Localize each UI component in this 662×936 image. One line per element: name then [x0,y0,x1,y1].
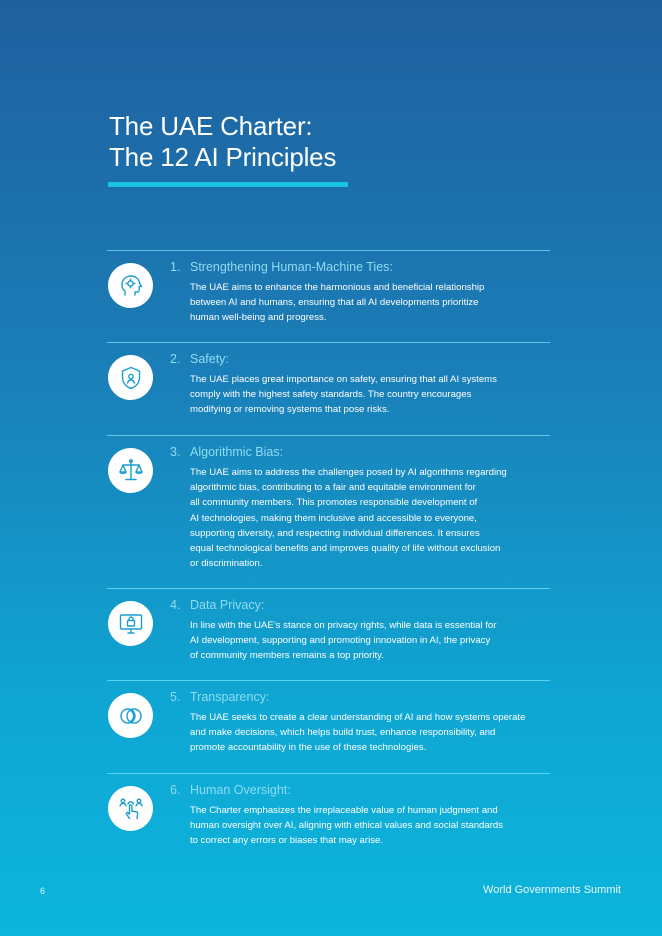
principle-number: 1. [170,260,181,274]
principle-description [190,372,550,418]
overlapping-circles-icon [108,693,153,738]
description-line: AI technologies, making them inclusive and accessible to everyone, [190,512,477,524]
description-line: equal technological benefits and improves quality of life without exclusion [190,543,501,555]
principle-heading [170,783,550,798]
description-line: supporting diversity, and respecting individual differences. It ensures [190,527,480,539]
human-head-gear-icon [108,263,153,308]
principle-number: 3. [170,445,181,459]
description-line: AI development, supporting and promoting innovation in AI, the privacy [190,635,491,647]
title-underline [108,182,348,187]
principle-number: 4. [170,598,181,612]
footer-brand: World Governments Summit [483,884,621,896]
principle-heading [170,260,550,275]
description-line: The UAE seeks to create a clear understanding of AI and how systems operate [190,712,526,723]
principle-description [190,280,550,326]
description-line: human well-being and progress. [190,312,327,324]
principle-description [190,465,550,571]
principle-title: Algorithmic Bias: [190,445,284,459]
page-title [109,111,336,173]
principle-heading [170,445,550,460]
description-line: The UAE aims to enhance the harmonious and beneficial relationship [190,282,485,293]
principle-title: Safety: [190,352,229,366]
description-line: human oversight over AI, aligning with ethical values and social standards [190,820,504,832]
balance-scale-icon [108,448,153,493]
principle-number: 2. [170,352,181,366]
principle-heading [170,690,550,705]
description-line: of community members remains a top priority. [190,650,384,662]
hand-pointer-people-icon [108,786,153,831]
principle-heading [170,352,550,367]
description-line: modifying or removing systems that pose risks. [190,404,390,416]
monitor-lock-icon [108,601,153,646]
principle-description [190,803,550,849]
description-line: all community members. This promotes responsible development of [190,497,478,509]
principle-description [190,618,550,664]
description-line: The Charter emphasizes the irreplaceable value of human judgment and [190,805,498,816]
principle-title: Human Oversight: [190,783,291,797]
principle-number: 6. [170,783,181,797]
principle-title: Data Privacy: [190,598,265,612]
page-number: 6 [40,886,46,896]
principle-title: Strengthening Human-Machine Ties: [190,260,393,274]
description-line: or discrimination. [190,558,263,570]
description-line: promote accountability in the use of these technologies. [190,742,427,754]
principle-item [107,342,550,435]
principle-item [107,773,550,861]
description-line: between AI and humans, ensuring that all AI developments prioritize [190,297,479,309]
principle-item [107,250,550,342]
description-line: and make decisions, which helps build trust, enhance responsibility, and [190,727,496,739]
page-title-line-2: The 12 AI Principles [109,142,337,172]
description-line: algorithmic bias, contributing to a fair and equitable environment for [190,482,476,494]
principle-item [107,680,550,773]
principle-title: Transparency: [190,690,270,704]
principle-heading [170,598,550,613]
description-line: In line with the UAE’s stance on privacy rights, while data is essential for [190,620,497,631]
principles-list [107,250,550,861]
principle-item [107,588,550,680]
principle-description [190,710,550,756]
description-line: The UAE aims to address the challenges posed by AI algorithms regarding [190,467,507,478]
shield-icon [108,355,153,400]
description-line: The UAE places great importance on safety, ensuring that all AI systems [190,374,497,385]
description-line: comply with the highest safety standards. The country encourages [190,389,472,401]
description-line: to correct any errors or biases that may arise. [190,835,384,847]
page-title-line-1: The UAE Charter: [109,111,313,141]
principle-number: 5. [170,690,181,704]
principle-item [107,435,550,588]
